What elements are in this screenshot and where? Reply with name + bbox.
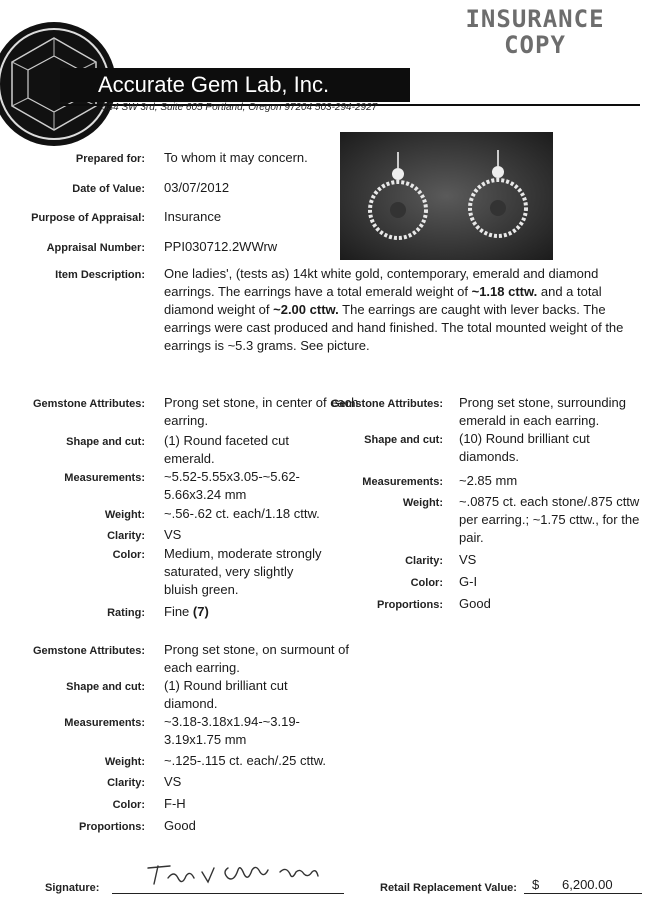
- insurance-stamp: [455, 6, 615, 58]
- gem2-measurements-label: Measurements:: [362, 476, 443, 488]
- gem2-attributes-value: Prong set stone, surrounding emerald in each earring.: [459, 395, 626, 428]
- earrings-photo: [340, 132, 553, 260]
- signature-label: Signature:: [45, 882, 100, 894]
- gem2-weight-value: ~.0875 ct. each stone/.875 cttw per earring.; ~1.75 cttw., for the pair.: [459, 494, 640, 545]
- gem1-color-label: Color:: [112, 549, 145, 561]
- gem1-shape-label: Shape and cut:: [66, 436, 145, 448]
- appraisal-number-value: PPI030712.2WWrw: [164, 239, 278, 254]
- gem3-attributes-value: Prong set stone, on surmount of each earring.: [164, 642, 349, 675]
- gem1-weight-label: Weight:: [104, 509, 145, 521]
- gem1-rating-label: Rating:: [107, 607, 145, 619]
- gem1-attributes-value: Prong set stone, in center of each earring.: [164, 395, 359, 428]
- gem3-clarity-value: VS: [164, 774, 182, 789]
- gem3-shape-value: (1) Round brilliant cut diamond.: [164, 678, 288, 711]
- item-description-text-3: The earrings are caught with lever backs. The earrings were cast produced and hand finished. The total mounted weight of the earrings is ~5.3 grams. See picture.: [164, 302, 624, 353]
- gem1-measurements-value: ~5.52-5.55x3.05-~5.62-5.66x3.24 mm: [164, 469, 300, 502]
- date-of-value-label: Date of Value:: [72, 183, 145, 195]
- gem3-clarity-label: Clarity:: [107, 777, 145, 789]
- item-description-label: Item Description:: [55, 269, 145, 281]
- signature-line: [112, 893, 344, 894]
- gem1-rating-number: (7): [192, 604, 209, 619]
- gem3-attributes-label: Gemstone Attributes:: [32, 645, 145, 657]
- gem3-weight-value: ~.125-.115 ct. each/.25 cttw.: [164, 753, 326, 768]
- gem1-measurements-label: Measurements:: [64, 472, 145, 484]
- purpose-label: Purpose of Appraisal:: [31, 212, 145, 224]
- gem1-rating-value: [164, 603, 209, 621]
- gem3-color-label: Color:: [112, 799, 145, 811]
- emerald-weight-bold: ~1.18 cttw.: [471, 284, 538, 299]
- item-description-text-2: and a total diamond weight of: [164, 284, 602, 317]
- gem2-proportions-label: Proportions:: [377, 599, 443, 611]
- gem1-color-value: Medium, moderate strongly saturated, very slightly bluish green.: [164, 546, 322, 597]
- gem2-shape-value: (10) Round brilliant cut diamonds.: [459, 431, 590, 464]
- gem2-shape-label: Shape and cut:: [364, 434, 443, 446]
- gem1-rating-text: Fine: [164, 604, 193, 619]
- gem3-color-value: F-H: [164, 796, 186, 811]
- purpose-value: Insurance: [164, 209, 222, 224]
- item-description-text-1: One ladies', (tests as) 14kt white gold, contemporary, emerald and diamond earrings. The earrings have a total emerald weight of: [164, 266, 599, 299]
- gem2-attributes-label: Gemstone Attributes:: [330, 398, 443, 410]
- prepared-for-value: To whom it may concern.: [164, 150, 308, 165]
- company-address: 534 SW 3rd, Suite 605 Portland, Oregon 97204 503-294-2927: [102, 102, 378, 113]
- diamond-weight-bold: ~2.00 cttw.: [273, 302, 339, 317]
- gem3-measurements-label: Measurements:: [64, 717, 145, 729]
- stamp-line-1: INSURANCE: [465, 5, 605, 33]
- gem2-clarity-label: Clarity:: [405, 555, 443, 567]
- appraisal-number-label: Appraisal Number:: [46, 242, 145, 254]
- gem3-measurements-value: ~3.18-3.18x1.94-~3.19-3.19x1.75 mm: [164, 714, 300, 747]
- gem1-clarity-label: Clarity:: [107, 530, 145, 542]
- retail-value-label: Retail Replacement Value:: [380, 882, 517, 894]
- gem2-proportions-value: Good: [459, 596, 491, 611]
- gem2-color-value: G-I: [459, 574, 478, 589]
- gem1-shape-value: (1) Round faceted cut emerald.: [164, 433, 290, 466]
- retail-value-line: [524, 893, 642, 894]
- gem2-clarity-value: VS: [459, 552, 477, 567]
- stamp-line-2: COPY: [504, 31, 566, 59]
- gem2-weight-label: Weight:: [402, 497, 443, 509]
- signature-scribble: [140, 858, 340, 890]
- gem1-weight-value: ~.56-.62 ct. each/1.18 cttw.: [164, 506, 320, 521]
- gem1-clarity-value: VS: [164, 527, 182, 542]
- gem1-attributes-label: Gemstone Attributes:: [32, 398, 145, 410]
- gem2-color-label: Color:: [410, 577, 443, 589]
- gem3-weight-label: Weight:: [104, 756, 145, 768]
- item-description: [164, 265, 644, 355]
- retail-value: 6,200.00: [562, 877, 613, 892]
- gem3-proportions-label: Proportions:: [79, 821, 145, 833]
- retail-currency: $: [532, 877, 540, 892]
- prepared-for-label: Prepared for:: [75, 153, 145, 165]
- date-of-value: 03/07/2012: [164, 180, 230, 195]
- company-name: Accurate Gem Lab, Inc.: [98, 72, 330, 97]
- gem2-measurements-value: ~2.85 mm: [459, 473, 518, 488]
- gem3-proportions-value: Good: [164, 818, 196, 833]
- gem3-shape-label: Shape and cut:: [66, 681, 145, 693]
- earrings-image: [340, 132, 553, 260]
- handwritten-signature: [140, 858, 340, 895]
